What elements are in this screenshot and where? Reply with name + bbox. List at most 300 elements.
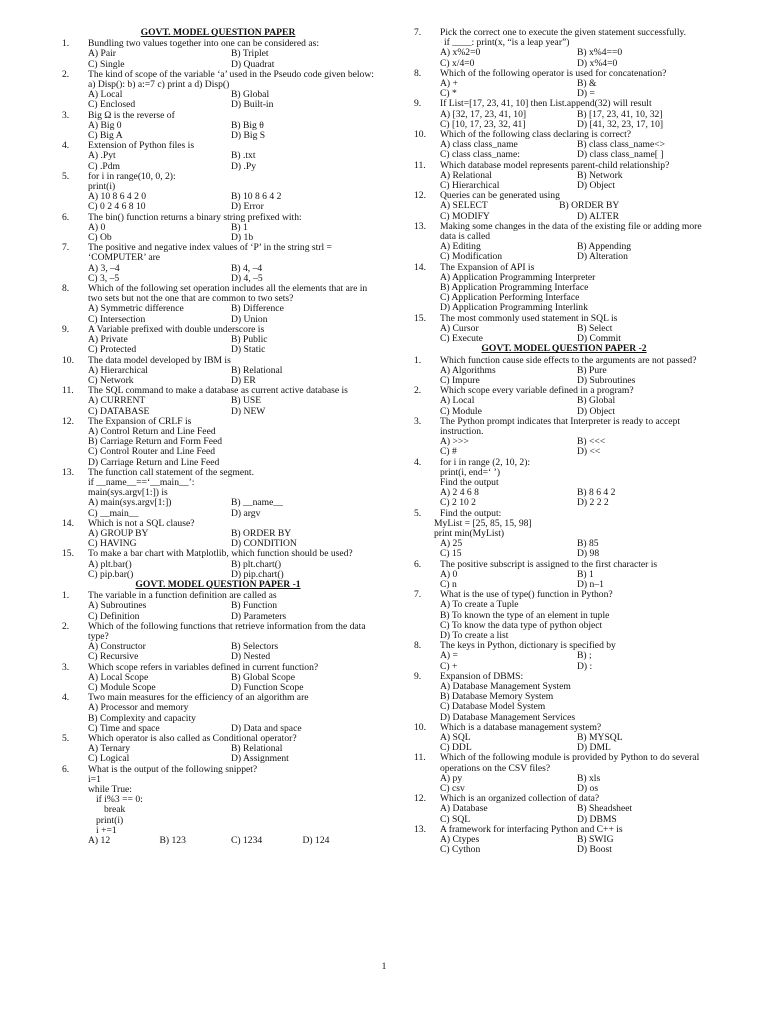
options — [62, 90, 374, 110]
option: C) Protected — [88, 344, 137, 356]
code-line: i +=1 — [96, 824, 117, 836]
option: D) os — [577, 783, 599, 795]
option: D) << — [577, 446, 601, 458]
option: C) pip.bar() — [88, 568, 134, 580]
question-number: 13. — [414, 220, 426, 232]
question-number: 6. — [414, 558, 422, 570]
left-column — [62, 28, 374, 846]
option: A) Ternary — [88, 743, 131, 755]
option: C) Impure — [440, 374, 480, 386]
options — [62, 529, 374, 549]
option: C) Module — [440, 405, 482, 417]
option: B) 8 6 4 2 — [577, 487, 616, 499]
options — [414, 396, 714, 416]
option: B) Network — [577, 169, 623, 181]
question-text: Which is not a SQL clause? — [88, 517, 195, 529]
question-text: Which of the following set operation includes all the elements that are in two sets but not the one that are common to two sets? — [88, 283, 368, 305]
option: A) Database Management System — [440, 681, 571, 692]
option: C) SQL — [440, 813, 471, 825]
option: B) 123 — [159, 835, 186, 847]
options — [62, 498, 374, 518]
question-text: Which of the following operator is used for concatenation? — [440, 67, 667, 79]
question-text: Which of the following module is provided by Python to do several operations on the CSV files? — [440, 752, 700, 774]
question — [414, 69, 714, 79]
option: C) 3, –5 — [88, 272, 120, 284]
option: A) Local — [88, 89, 123, 101]
option: B) 4, –4 — [231, 262, 263, 274]
code-line: print(i, end=‘ ’) — [440, 466, 501, 478]
option: C) DDL — [440, 742, 472, 754]
option: C) Time and space — [88, 722, 160, 734]
options — [414, 488, 714, 508]
option: C) # — [440, 446, 457, 458]
option: C) n — [440, 578, 457, 590]
option: A) Processor and memory — [88, 702, 189, 714]
question-text: Which of the following class declaring is correct? — [440, 129, 632, 141]
option: B) ; — [577, 650, 592, 662]
option: C) Database Model System — [440, 701, 546, 713]
question-text: To make a bar chart with Matplotlib, which function should be used? — [88, 548, 353, 560]
question-text: Which operator is also called as Conditional operator? — [88, 733, 297, 745]
question-text: The variable in a function definition are called as — [88, 590, 277, 602]
option: D) [41, 32, 23, 17, 10] — [577, 118, 664, 130]
code-line: print min(MyList) — [434, 527, 505, 539]
option: D) argv — [231, 507, 261, 519]
question-text: for i in range(10, 0, 2): — [88, 170, 176, 182]
option: A) + — [440, 78, 458, 90]
options — [62, 121, 374, 141]
option: A) class class_name — [440, 139, 518, 151]
option: B) Global Scope — [231, 671, 295, 683]
option: D) Subroutines — [577, 374, 636, 386]
option: C) * — [440, 88, 457, 100]
options — [414, 437, 714, 457]
option: D) 98 — [577, 548, 600, 560]
option: A) Database — [440, 803, 488, 815]
option: C) + — [440, 660, 458, 672]
question-text: The Expansion of API is — [440, 261, 535, 273]
option: D) DBMS — [577, 813, 617, 825]
question-number: 6. — [62, 211, 70, 223]
question-text: Which is an organized collection of data? — [440, 793, 600, 805]
option: B) 10 8 6 4 2 — [231, 191, 282, 203]
option: C) Logical — [88, 753, 130, 765]
option: D) To create a list — [440, 629, 509, 641]
right-column — [414, 28, 714, 855]
question-number: 8. — [414, 640, 422, 652]
option: C) 15 — [440, 548, 462, 560]
options — [62, 304, 374, 324]
question-number: 6. — [62, 763, 70, 775]
question-number: 14. — [62, 517, 74, 529]
option: A) = — [440, 650, 458, 662]
options — [62, 192, 374, 212]
question-number: 9. — [414, 670, 422, 682]
question-number: 15. — [414, 312, 426, 324]
option: D) 2 2 2 — [577, 497, 609, 509]
option: C) .Pdm — [88, 160, 120, 172]
code-line: main(sys.argv[1:]) is — [88, 487, 168, 499]
option: C) Network — [88, 374, 134, 386]
options — [414, 242, 714, 262]
options — [62, 335, 374, 355]
options — [414, 835, 714, 855]
question-number: 12. — [414, 190, 426, 202]
option: C) [10, 17, 23, 32, 41] — [440, 118, 526, 130]
option: A) 25 — [440, 538, 463, 550]
option: B) MYSQL — [577, 732, 623, 744]
question-text: The function call statement of the segment. — [88, 466, 254, 478]
option: B) Select — [577, 322, 613, 334]
question — [62, 243, 374, 263]
code-line: if i%3 == 0: — [96, 794, 143, 806]
question-number: 9. — [62, 323, 70, 335]
option: B) __name__ — [231, 497, 283, 509]
option: B) plt.chart() — [231, 558, 282, 570]
options — [414, 171, 714, 191]
question-text: Which of the following functions that retrieve information from the data type? — [88, 620, 366, 642]
question-text: The kind of scope of the variable ‘a’ used in the Pseudo code given below: — [88, 68, 374, 80]
option: D) NEW — [231, 405, 266, 417]
option: D) Carriage Return and Line Feed — [88, 456, 220, 468]
option: C) To know the data type of python object — [440, 619, 603, 631]
question-text: Bundling two values together into one can be considered as: — [88, 38, 319, 50]
question — [62, 213, 374, 223]
question-number: 4. — [414, 456, 422, 468]
option: A) main(sys.argv[1:]) — [88, 497, 172, 509]
option: D) Union — [231, 313, 268, 325]
question-text: Making some changes in the data of the existing file or adding more data is called — [440, 220, 702, 243]
option: C) DATABASE — [88, 405, 150, 417]
option: A) Local Scope — [88, 671, 149, 683]
option: D) = — [577, 88, 595, 100]
option: B) Complexity and capacity — [88, 712, 196, 724]
option: B) Relational — [231, 743, 283, 755]
option: B) Application Programming Interface — [440, 282, 589, 294]
option: B) 1 — [577, 568, 594, 580]
option: D) 124 — [302, 835, 330, 847]
option: D) Database Management Services — [440, 711, 576, 723]
option: D) Parameters — [231, 610, 287, 622]
option: B) <<< — [577, 436, 606, 448]
question-text: What is the output of the following snippet? — [88, 763, 258, 775]
option: B) USE — [231, 395, 262, 407]
option: D) Application Programming Interlink — [440, 302, 588, 314]
option: D) Object — [577, 405, 616, 417]
question-number: 7. — [414, 27, 422, 38]
option: B) ORDER BY — [231, 527, 292, 539]
option: B) To known the type of an element in tuple — [440, 609, 610, 621]
question-number: 1. — [414, 354, 422, 366]
option: B) Relational — [231, 364, 283, 376]
option: A) Relational — [440, 169, 492, 181]
question-text: The data model developed by IBM is — [88, 354, 231, 366]
option: D) ALTER — [577, 210, 620, 222]
option: C) 1234 — [231, 835, 263, 847]
question-number: 1. — [62, 38, 70, 50]
question-text: Which database model represents parent-child relationship? — [440, 159, 670, 171]
option: B) [17, 23, 41, 10, 32] — [577, 108, 663, 120]
question-text: for i in range (2, 10, 2): — [440, 456, 531, 468]
question-number: 7. — [62, 242, 70, 254]
option: C) Definition — [88, 610, 140, 622]
option: A) 0 — [440, 568, 458, 580]
option: D) Big S — [231, 130, 266, 142]
options — [62, 836, 374, 846]
option: A) Private — [88, 334, 128, 346]
question-number: 10. — [62, 354, 74, 366]
option: C) Big A — [88, 130, 123, 142]
question — [414, 560, 714, 570]
option: B) Sheadsheet — [577, 803, 633, 815]
option: C) class class_name: — [440, 149, 520, 161]
question-number: 5. — [62, 733, 70, 745]
question-text: Pick the correct one to execute the given statement successfully. — [440, 27, 687, 38]
question — [62, 284, 374, 304]
option: B) 1 — [231, 221, 248, 233]
option: B) 85 — [577, 538, 599, 550]
options — [414, 110, 714, 130]
question-text: Which scope refers in variables defined in current function? — [88, 661, 319, 673]
option: A) Ctypes — [440, 834, 480, 846]
question-number: 12. — [414, 793, 426, 805]
option: A) py — [440, 772, 463, 784]
question-number: 11. — [414, 752, 426, 764]
option: B) class class_name<> — [577, 139, 666, 151]
option: A) Algorithms — [440, 364, 496, 376]
option: D) Error — [231, 201, 264, 213]
option: A) .Pyt — [88, 150, 116, 162]
options — [62, 744, 374, 764]
question-number: 4. — [62, 692, 70, 704]
code-line: Find the output — [440, 476, 499, 488]
question-number: 14. — [414, 261, 426, 273]
options — [414, 804, 714, 824]
question-text: The bin() function returns a binary string prefixed with: — [88, 211, 302, 223]
question-text: The positive subscript is assigned to the first character is — [440, 558, 658, 570]
code-line: i=1 — [88, 773, 101, 785]
options — [414, 651, 714, 671]
option: B) Pure — [577, 364, 607, 376]
option: B) Function — [231, 600, 278, 612]
question-number: 3. — [62, 109, 70, 121]
question-text: What is the use of type() function in Python? — [440, 589, 613, 601]
options — [414, 774, 714, 794]
option: A) Pair — [88, 48, 116, 60]
option: D) ER — [231, 374, 256, 386]
option: C) Recursive — [88, 651, 139, 663]
option: D) n–1 — [577, 578, 604, 590]
options — [414, 570, 714, 590]
question-text: Expansion of DBMS: — [440, 670, 524, 682]
options — [62, 151, 374, 171]
option: C) Single — [88, 58, 125, 70]
question-number: 4. — [62, 140, 70, 152]
question-text: The Expansion of CRLF is — [88, 415, 192, 427]
option: C) csv — [440, 783, 465, 795]
option: C) Intersection — [88, 313, 146, 325]
question-text: Queries can be generated using — [440, 190, 560, 202]
code-block — [62, 775, 374, 836]
options — [414, 140, 714, 160]
option: A) 3, –4 — [88, 262, 120, 274]
question-text: The SQL command to make a database as current active database is — [88, 385, 348, 397]
question — [414, 222, 714, 242]
question-number: 9. — [414, 98, 422, 110]
question-text: The positive and negative index values of ‘P’ in the string strl = ‘COMPUTER’ are — [88, 242, 332, 264]
option: B) x%4==0 — [577, 47, 623, 59]
code-line: print(i) — [96, 814, 124, 826]
option: B) & — [577, 78, 597, 90]
options — [414, 366, 714, 386]
question-number: 5. — [62, 170, 70, 182]
option: A) Editing — [440, 241, 481, 253]
option: A) CURRENT — [88, 395, 146, 407]
option: D) DML — [577, 742, 611, 754]
option: C) MODIFY — [440, 210, 490, 222]
option: A) 0 — [88, 221, 106, 233]
options — [62, 264, 374, 284]
question-number: 1. — [62, 590, 70, 602]
question — [414, 641, 714, 651]
option: C) Hierarchical — [440, 180, 500, 192]
options — [62, 223, 374, 243]
option: C) Application Performing Interface — [440, 292, 580, 304]
option: A) SQL — [440, 732, 471, 744]
option: B) Database Memory System — [440, 691, 554, 703]
code-line: print(i) — [88, 181, 116, 193]
code-line: a) Disp(): b) a:=7 c) print a d) Disp() — [88, 79, 230, 91]
option: A) Big 0 — [88, 119, 122, 131]
option: D) Static — [231, 344, 266, 356]
options — [414, 733, 714, 753]
option: B) Carriage Return and Form Feed — [88, 436, 223, 448]
option: B) Public — [231, 334, 268, 346]
option: A) 12 — [88, 835, 111, 847]
question-text: The most commonly used statement in SQL is — [440, 312, 618, 324]
option: B) SWIG — [577, 834, 614, 846]
question-text: Find the output: — [440, 507, 502, 519]
question — [62, 765, 374, 775]
question-text: A framework for interfacing Python and C++ is — [440, 823, 623, 835]
option: A) To create a Tuple — [440, 599, 519, 611]
option: D) Boost — [577, 844, 612, 856]
section-title: GOVT. MODEL QUESTION PAPER — [140, 27, 296, 38]
option: D) : — [577, 660, 593, 672]
option: B) Global — [577, 395, 616, 407]
option: D) pip.chart() — [231, 568, 284, 580]
question-number: 2. — [62, 68, 70, 80]
options — [62, 601, 374, 621]
question-text: A Variable prefixed with double underscore is — [88, 323, 265, 335]
option: D) Data and space — [231, 722, 302, 734]
option: A) [32, 17, 23, 41, 10] — [440, 108, 527, 120]
option: D) Object — [577, 180, 616, 192]
option: A) Constructor — [88, 641, 146, 653]
options — [414, 324, 714, 344]
option: D) Function Scope — [231, 682, 304, 693]
option: A) plt.bar() — [88, 558, 132, 570]
question-number: 2. — [414, 385, 422, 397]
question-number: 13. — [62, 466, 74, 478]
question-number: 5. — [414, 507, 422, 519]
question-text: Which scope every variable defined in a program? — [440, 385, 634, 397]
question-number: 7. — [414, 589, 422, 601]
section-title: GOVT. MODEL QUESTION PAPER -2 — [481, 343, 647, 355]
options — [62, 560, 374, 580]
question-text: The keys in Python, dictionary is specified by — [440, 640, 616, 652]
option: C) __main__ — [88, 507, 139, 519]
question-number: 11. — [414, 159, 426, 171]
option: A) Control Return and Line Feed — [88, 425, 216, 437]
section-title: GOVT. MODEL QUESTION PAPER -1 — [135, 578, 301, 590]
options — [414, 539, 714, 559]
option: B) xls — [577, 772, 601, 784]
option: D) Alteration — [577, 251, 628, 263]
option: C) Control Router and Line Feed — [88, 446, 216, 458]
option: C) Modification — [440, 251, 503, 263]
option: B) Appending — [577, 241, 632, 253]
option: B) Global — [231, 89, 270, 101]
question — [62, 622, 374, 642]
question-number: 8. — [414, 67, 422, 79]
question-number: 13. — [414, 823, 426, 835]
code-line: MyList = [25, 85, 15, 98] — [434, 517, 532, 529]
options — [62, 642, 374, 662]
question-number: 12. — [62, 415, 74, 427]
options — [62, 673, 374, 693]
option: D) Built-in — [231, 99, 274, 111]
question-number: 3. — [62, 661, 70, 673]
option: D) Commit — [577, 333, 621, 345]
question-text: Extension of Python files is — [88, 140, 195, 152]
code-line: if __name__==‘__main__’: — [88, 476, 195, 488]
option: A) Local — [440, 395, 475, 407]
option: A) Hierarchical — [88, 364, 148, 376]
option: A) 10 8 6 4 2 0 — [88, 191, 147, 203]
options — [62, 396, 374, 416]
page-number: 1 — [381, 962, 387, 972]
option: C) x/4=0 — [440, 57, 475, 69]
option: C) Ob — [88, 232, 112, 244]
option: C) Enclosed — [88, 99, 136, 111]
option: B) ORDER BY — [559, 200, 620, 212]
option: D) Assignment — [231, 753, 289, 765]
options — [414, 48, 714, 68]
option: A) x%2=0 — [440, 47, 481, 59]
option: D) .Py — [231, 160, 257, 172]
options — [414, 79, 714, 99]
code-line: if ____: print(x, “is a leap year”) — [444, 37, 570, 49]
option: B) .txt — [231, 150, 256, 162]
option: D) Nested — [231, 651, 271, 663]
option: B) Selectors — [231, 641, 279, 653]
option: A) Cursor — [440, 322, 479, 334]
question-number: 10. — [414, 129, 426, 141]
option: D) x%4=0 — [577, 57, 618, 69]
question-number: 15. — [62, 548, 74, 560]
option: C) 2 10 2 — [440, 497, 476, 509]
question — [414, 417, 714, 437]
question — [414, 753, 714, 773]
option: D) 1b — [231, 232, 254, 244]
question-number: 2. — [62, 620, 70, 632]
option: A) 2 4 6 8 — [440, 487, 479, 499]
option: D) Quadrat — [231, 58, 275, 70]
option: D) CONDITION — [231, 538, 297, 550]
question-text: Which is a database management system? — [440, 721, 602, 733]
option: A) Application Programming Interpreter — [440, 271, 596, 283]
